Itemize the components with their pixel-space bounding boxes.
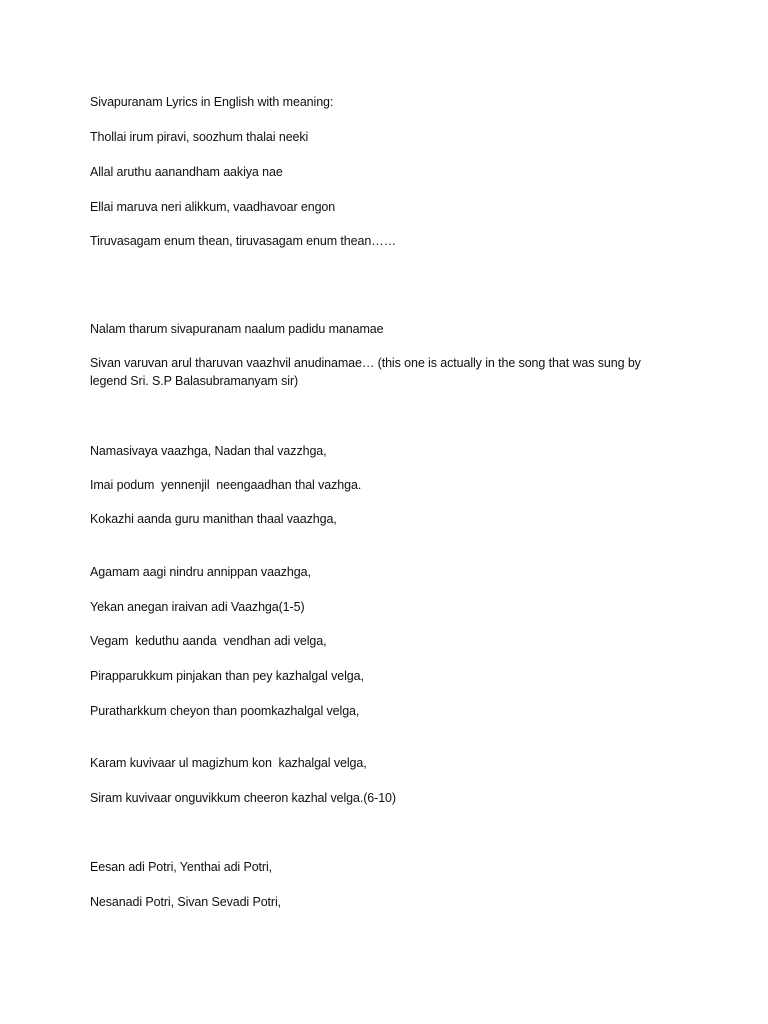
lyric-line: Karam kuvivaar ul magizhum kon kazhalgal velga,: [90, 756, 367, 770]
lyric-line: Imai podum yennenjil neengaadhan thal vazhga.: [90, 478, 362, 492]
lyric-line: Namasivaya vaazhga, Nadan thal vazzhga,: [90, 444, 327, 458]
document-heading: Sivapuranam Lyrics in English with meaning:: [90, 95, 334, 109]
lyric-line: Nalam tharum sivapuranam naalum padidu manamae: [90, 322, 384, 336]
lyric-line: Agamam aagi nindru annippan vaazhga,: [90, 565, 311, 579]
lyric-line: Eesan adi Potri, Yenthai adi Potri,: [90, 860, 273, 874]
lyric-line: Vegam keduthu aanda vendhan adi velga,: [90, 634, 327, 648]
lyric-line: Pirapparukkum pinjakan than pey kazhalgal velga,: [90, 669, 364, 683]
lyric-line: Thollai irum piravi, soozhum thalai neeki: [90, 130, 309, 144]
lyric-line: Kokazhi aanda guru manithan thaal vaazhga,: [90, 512, 337, 526]
lyric-line: Yekan anegan iraivan adi Vaazhga(1-5): [90, 600, 305, 614]
lyric-line: Puratharkkum cheyon than poomkazhalgal velga,: [90, 704, 360, 718]
lyric-line: Siram kuvivaar onguvikkum cheeron kazhal velga.(6-10): [90, 791, 396, 805]
lyric-line: Tiruvasagam enum thean, tiruvasagam enum thean……: [90, 234, 397, 248]
lyric-line: Allal aruthu aanandham aakiya nae: [90, 165, 283, 179]
lyric-line: Ellai maruva neri alikkum, vaadhavoar engon: [90, 200, 336, 214]
lyric-line: Sivan varuvan arul tharuvan vaazhvil anudinamae… (this one is actually in the song that was sung by legend Sri. S.P Balasubramanyam sir): [90, 356, 645, 388]
lyric-line: Nesanadi Potri, Sivan Sevadi Potri,: [90, 895, 282, 909]
